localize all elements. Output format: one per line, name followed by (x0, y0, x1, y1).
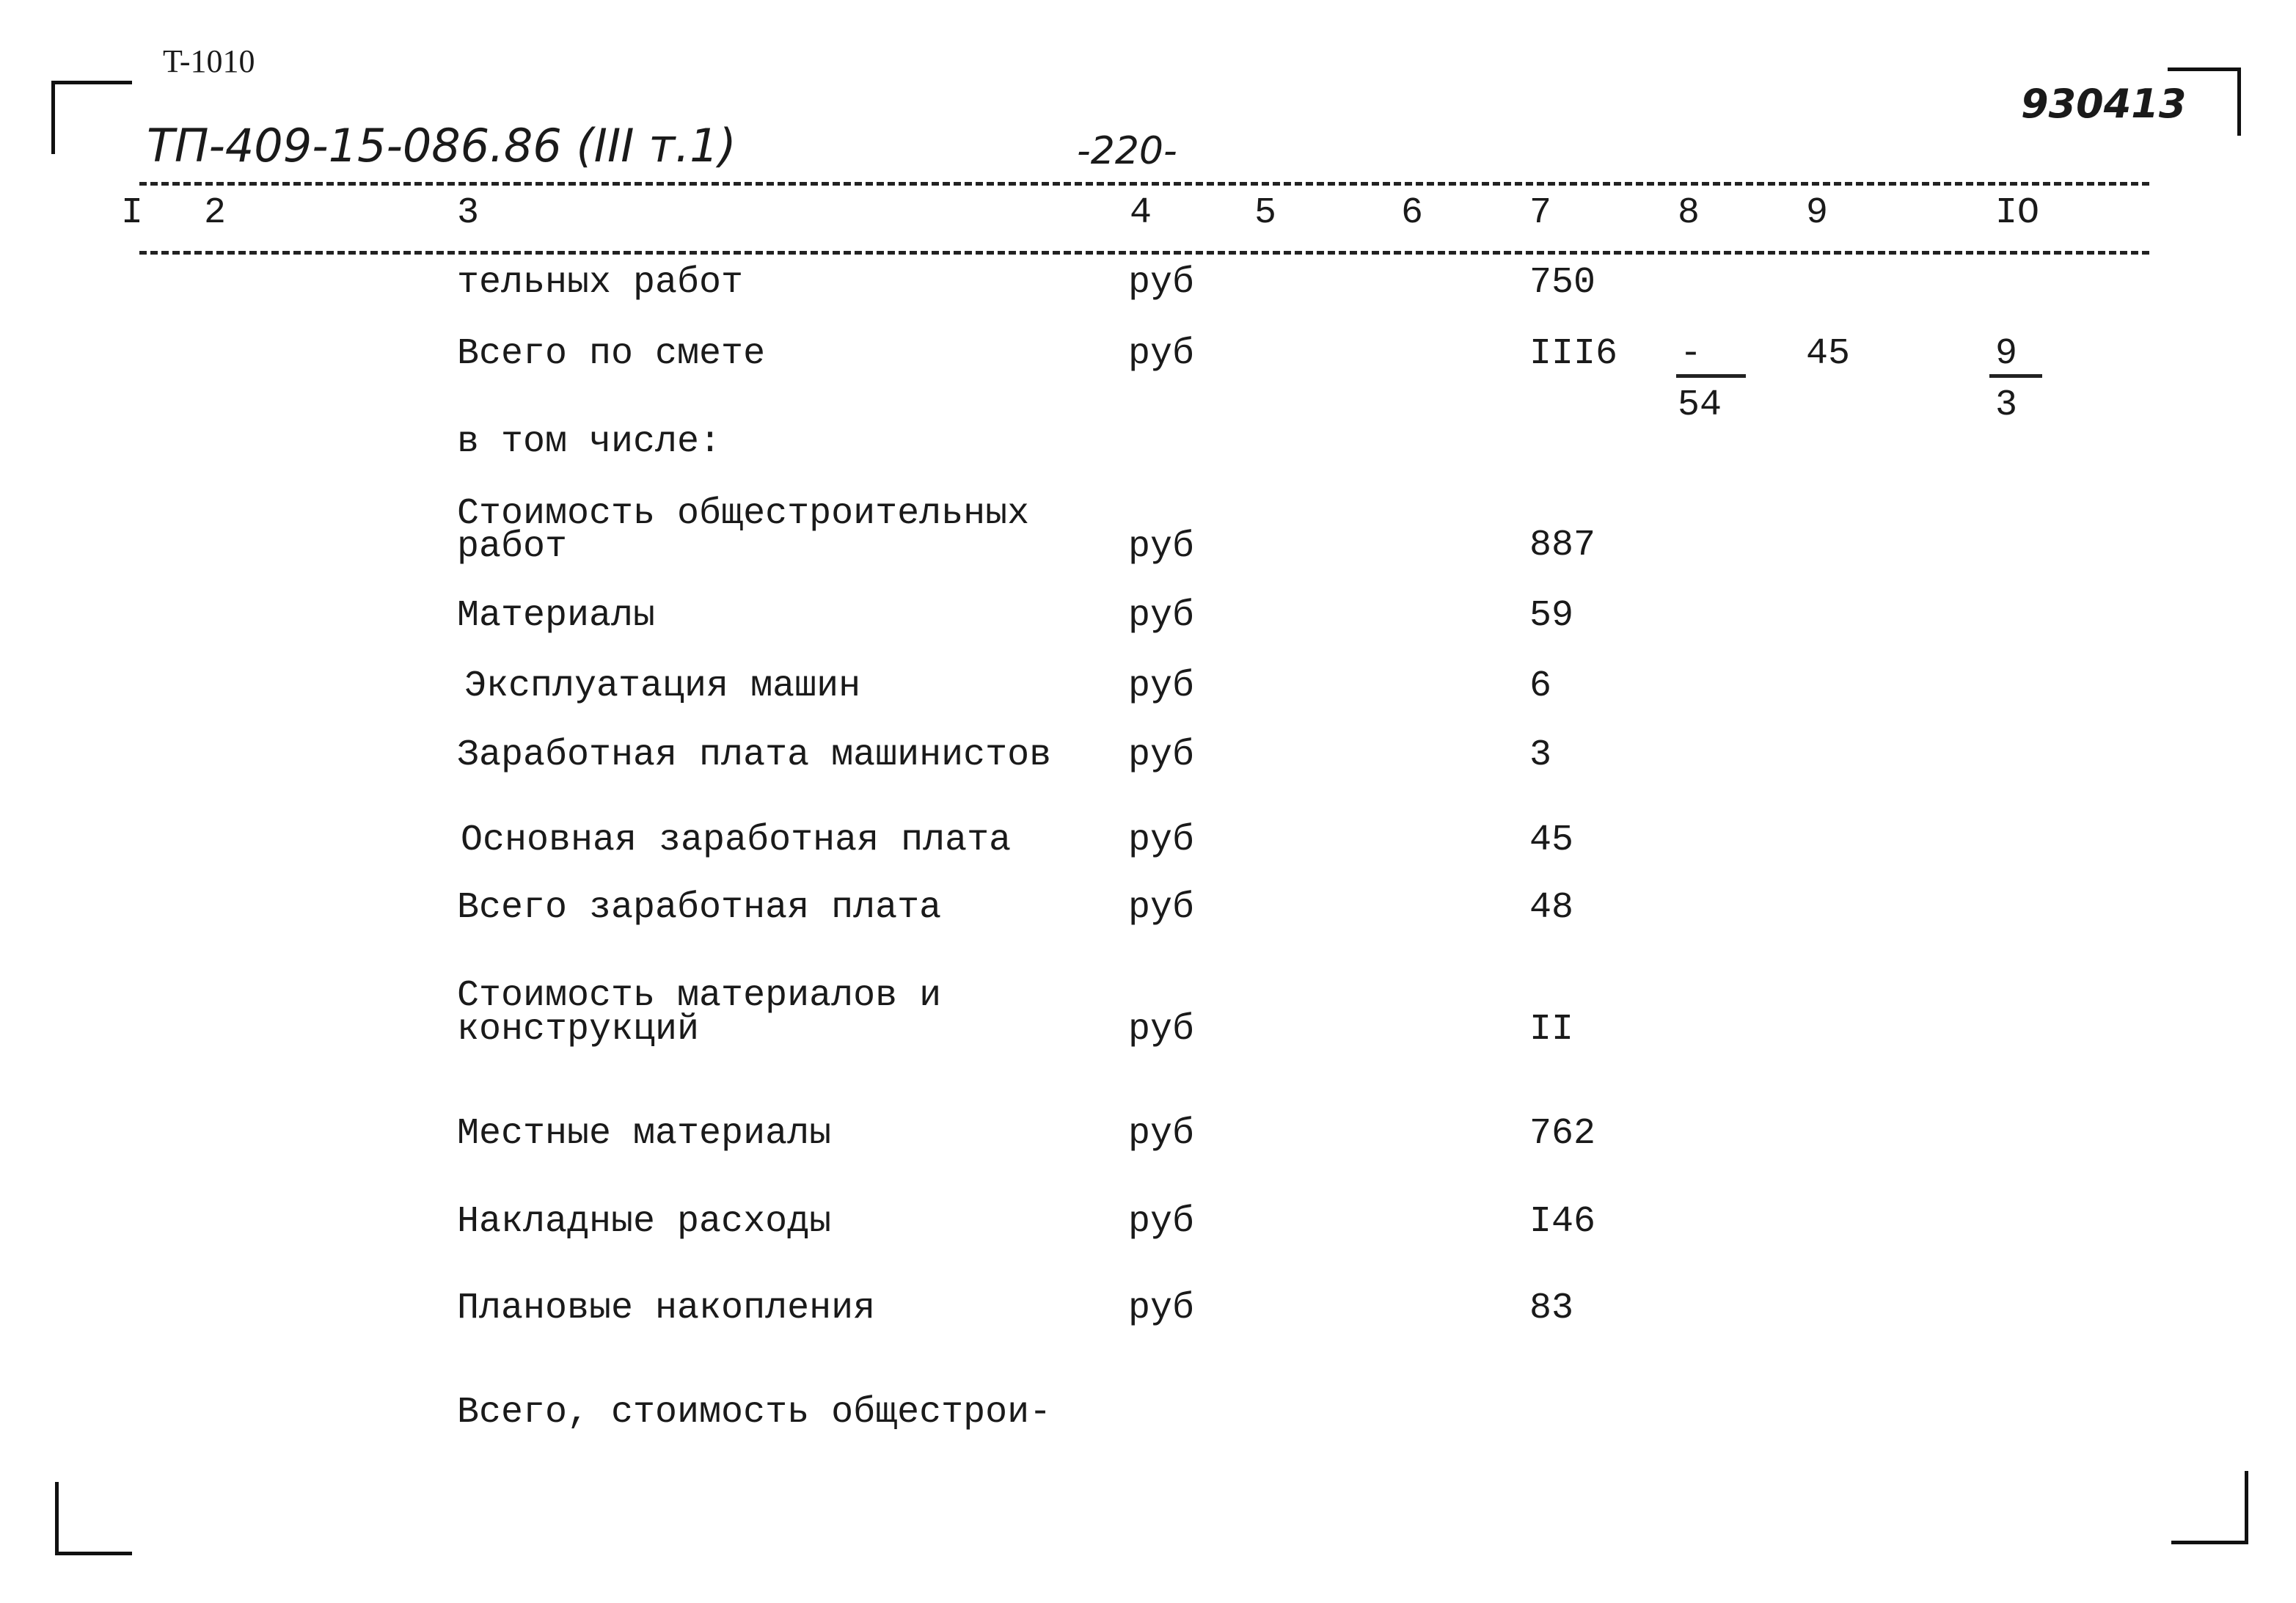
row-value-col10-bottom: 3 (1995, 384, 2018, 426)
row-name-line1: Стоимость материалов и (457, 975, 942, 1017)
row-unit: руб (1128, 333, 1195, 375)
column-header-4: 4 (1130, 192, 1152, 234)
column-header-6: 6 (1401, 192, 1424, 234)
corner-mark-bottom-right (2171, 1471, 2248, 1544)
row-value-col7: III6 (1529, 333, 1618, 375)
row-unit: руб (1128, 887, 1195, 929)
row-name: Местные материалы (457, 1113, 832, 1155)
row-name-line2: работ (457, 526, 568, 568)
row-name: Накладные расходы (457, 1201, 832, 1243)
column-header-1: I (121, 192, 144, 234)
column-header-10: IO (1995, 192, 2040, 234)
fraction-line-col10 (1989, 374, 2042, 378)
archive-number: 930413 (2021, 81, 2187, 127)
corner-mark-bottom-left (55, 1482, 132, 1555)
row-name-line1: Стоимость общестроительных (457, 493, 1030, 535)
row-unit: руб (1128, 1201, 1195, 1243)
row-unit: руб (1128, 526, 1195, 568)
column-header-8: 8 (1678, 192, 1700, 234)
fraction-line-col8 (1676, 374, 1746, 378)
column-header-7: 7 (1529, 192, 1552, 234)
row-unit: руб (1128, 1288, 1195, 1329)
row-value-col7: 45 (1529, 819, 1574, 861)
row-unit: руб (1128, 734, 1195, 776)
column-header-9: 9 (1806, 192, 1829, 234)
stamp-label: T-1010 (163, 43, 255, 79)
corner-mark-top-left (51, 81, 132, 154)
row-value-col7: 762 (1529, 1113, 1596, 1155)
header-top-rule (139, 182, 2149, 186)
row-value-col7: 59 (1529, 595, 1574, 637)
row-unit: руб (1128, 595, 1195, 637)
row-value-col9: 45 (1806, 333, 1851, 375)
row-name: Эксплуатация машин (464, 665, 861, 707)
column-header-5: 5 (1254, 192, 1277, 234)
row-name: Плановые накопления (457, 1288, 876, 1329)
row-value-col7: II (1529, 1009, 1574, 1051)
row-value-col7: 750 (1529, 262, 1596, 304)
row-value-col8-top: - (1680, 333, 1703, 375)
row-value-col7: 48 (1529, 887, 1574, 929)
document-code: ТП-409-15-086.86 (III т.1) (147, 119, 736, 172)
row-value-col7: 83 (1529, 1288, 1574, 1329)
row-value-col7: I46 (1529, 1201, 1596, 1243)
row-name: Основная заработная плата (461, 819, 1012, 861)
row-name-line2: конструкций (457, 1009, 700, 1051)
page-number: -220- (1077, 129, 1177, 173)
row-unit: руб (1128, 665, 1195, 707)
row-name: Всего по смете (457, 333, 766, 375)
row-name: Всего заработная плата (457, 887, 942, 929)
row-value-col7: 6 (1529, 665, 1552, 707)
column-header-3: 3 (457, 192, 480, 234)
row-name: тельных работ (457, 262, 744, 304)
row-name: Заработная плата машинистов (457, 734, 1052, 776)
header-bottom-rule (139, 251, 2149, 255)
row-name: Материалы (457, 595, 656, 637)
row-value-col7: 887 (1529, 525, 1596, 566)
row-unit: руб (1128, 262, 1195, 304)
row-value-col7: 3 (1529, 734, 1552, 776)
row-value-col10-top: 9 (1995, 333, 2018, 375)
row-unit: руб (1128, 1009, 1195, 1051)
row-unit: руб (1128, 1113, 1195, 1155)
row-name: Всего, стоимость общестрои- (457, 1392, 1052, 1434)
row-unit: руб (1128, 819, 1195, 861)
column-header-2: 2 (204, 192, 227, 234)
row-value-col8-bottom: 54 (1678, 384, 1722, 426)
row-name: в том числе: (457, 421, 722, 463)
